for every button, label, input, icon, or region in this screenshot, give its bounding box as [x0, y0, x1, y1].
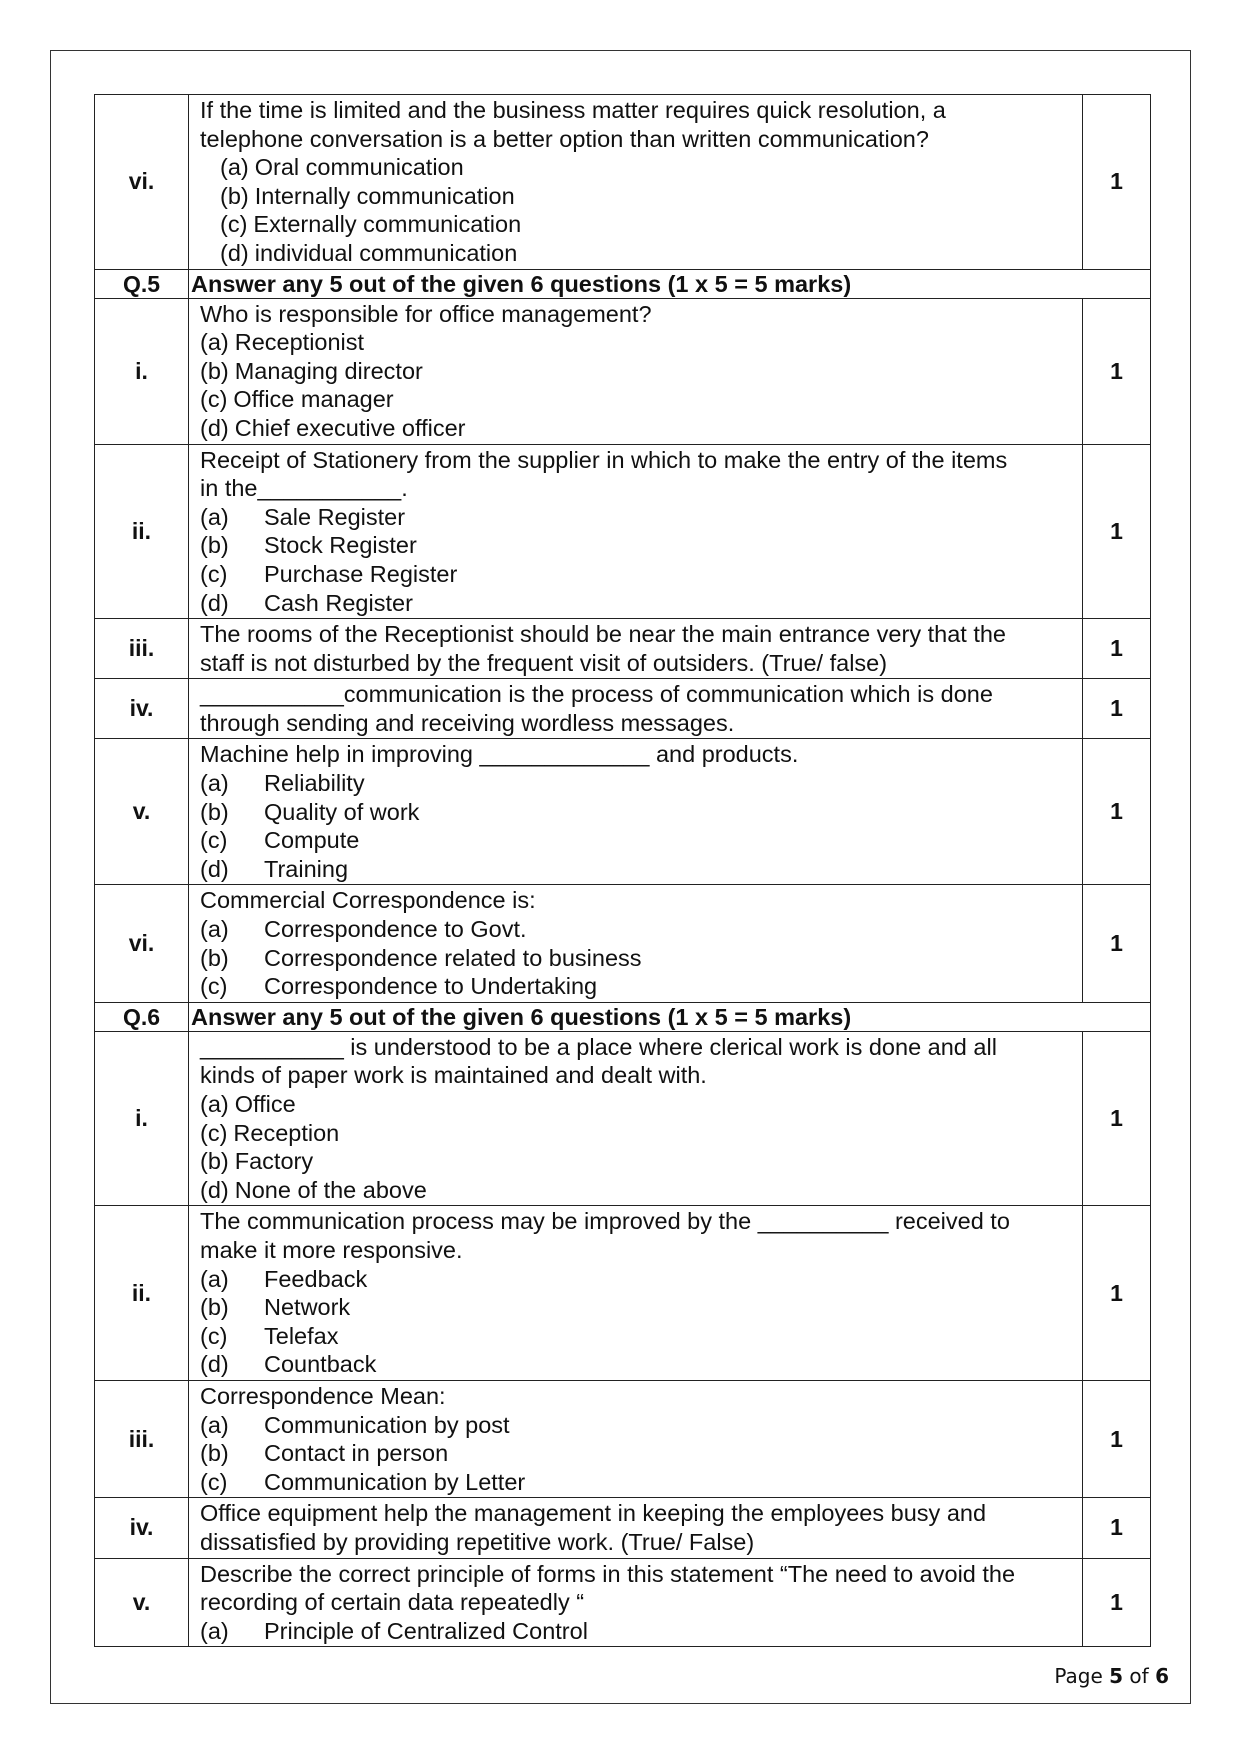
- question-table: [94, 94, 1151, 1647]
- footer-page-total: 6: [1155, 1664, 1169, 1688]
- question-number: vi.: [95, 885, 189, 1002]
- question-marks: 1: [1083, 1498, 1151, 1558]
- question-text-line: The rooms of the Receptionist should be near the main entrance very that the: [200, 621, 1006, 648]
- section-instruction: Answer any 5 out of the given 6 questions (1 x 5 = 5 marks): [189, 269, 1151, 298]
- answer-option: [200, 972, 1072, 1001]
- question-text-line: Who is responsible for office management?: [200, 300, 652, 327]
- question-text-line: Describe the correct principle of forms in this statement “The need to avoid the: [200, 1560, 1016, 1587]
- option-label: (a): [200, 1265, 229, 1292]
- option-text: Office: [234, 1091, 296, 1117]
- answer-option: [200, 769, 1072, 798]
- question-marks: 1: [1083, 95, 1151, 270]
- section-header-row: [95, 1002, 1151, 1031]
- question-cell: [189, 885, 1083, 1002]
- option-label: (c): [200, 1468, 228, 1495]
- option-label: (d): [200, 855, 229, 882]
- question-row: [95, 1206, 1151, 1381]
- option-label: (c): [200, 973, 228, 1000]
- question-text-line: ___________communication is the process of communication which is done: [200, 681, 993, 708]
- option-label: (d): [200, 589, 229, 616]
- question-marks: 1: [1083, 679, 1151, 739]
- footer-prefix: Page: [1054, 1664, 1110, 1688]
- option-text: Receptionist: [234, 329, 365, 356]
- option-text: Principle of Centralized Control: [264, 1617, 588, 1644]
- question-row: [95, 885, 1151, 1002]
- answer-option: [200, 1147, 1072, 1176]
- question-marks: 1: [1083, 1206, 1151, 1381]
- question-cell: [189, 1031, 1083, 1206]
- answer-option: [200, 357, 1072, 386]
- option-text: Correspondence to Govt.: [264, 916, 527, 943]
- question-text-line: recording of certain data repeatedly “: [200, 1589, 585, 1616]
- option-text: Communication by Letter: [264, 1468, 526, 1495]
- option-text: Reliability: [264, 770, 365, 797]
- option-label: (c): [200, 1322, 228, 1349]
- question-marks: 1: [1083, 1031, 1151, 1206]
- option-label: (b): [220, 182, 249, 209]
- question-text-line: If the time is limited and the business matter requires quick resolution, a: [200, 97, 946, 123]
- answer-option: [200, 855, 1072, 884]
- option-label: (b): [200, 944, 229, 971]
- question-row: [95, 679, 1151, 739]
- answer-option: [200, 1350, 1072, 1379]
- answer-option: [200, 798, 1072, 827]
- option-text: Telefax: [264, 1322, 339, 1349]
- section-instruction: Answer any 5 out of the given 6 questions (1 x 5 = 5 marks): [189, 1002, 1151, 1031]
- answer-option: [200, 589, 1072, 618]
- question-number: i.: [95, 298, 189, 444]
- question-row: [95, 298, 1151, 444]
- option-label: (a): [200, 770, 229, 797]
- option-label: (c): [200, 1119, 228, 1146]
- option-label: (c): [200, 386, 228, 413]
- question-marks: 1: [1083, 739, 1151, 885]
- footer-middle: of: [1123, 1664, 1156, 1688]
- answer-option: [200, 210, 1072, 239]
- question-number: ii.: [95, 444, 189, 619]
- option-text: Cash Register: [264, 589, 413, 616]
- option-label: (a): [200, 329, 229, 356]
- option-text: Chief executive officer: [234, 414, 466, 441]
- question-table-body: [95, 95, 1151, 1647]
- answer-option: [200, 560, 1072, 589]
- answer-option: [200, 1265, 1072, 1294]
- question-row: [95, 1031, 1151, 1206]
- question-cell: [189, 1498, 1083, 1558]
- page-footer: [1054, 1664, 1169, 1688]
- question-cell: [189, 739, 1083, 885]
- option-label: (a): [200, 1091, 229, 1117]
- question-text-line: through sending and receiving wordless messages.: [200, 709, 735, 736]
- question-row: [95, 444, 1151, 619]
- question-cell: [189, 619, 1083, 679]
- question-cell: [189, 679, 1083, 739]
- option-text: individual communication: [254, 239, 518, 266]
- question-number: ii.: [95, 1206, 189, 1381]
- option-text: Feedback: [264, 1265, 368, 1292]
- question-row: [95, 1380, 1151, 1497]
- question-cell: [189, 1558, 1083, 1647]
- option-text: Reception: [233, 1119, 340, 1146]
- answer-option: [200, 385, 1072, 414]
- question-text-line: telephone conversation is a better option than written communication?: [200, 125, 929, 152]
- option-text: Internally communication: [254, 182, 515, 209]
- question-text-line: staff is not disturbed by the frequent visit of outsiders. (True/ false): [200, 649, 888, 676]
- answer-option: [200, 1439, 1072, 1468]
- answer-option: [200, 1090, 1072, 1119]
- question-number: vi.: [95, 95, 189, 270]
- answer-option: [200, 1293, 1072, 1322]
- answer-option: [200, 414, 1072, 443]
- answer-option: [200, 531, 1072, 560]
- answer-option: [200, 503, 1072, 532]
- answer-option: [200, 1322, 1072, 1351]
- question-marks: 1: [1083, 444, 1151, 619]
- answer-option: [200, 1411, 1072, 1440]
- question-text-line: The communication process may be improved by the __________ received to: [200, 1208, 1010, 1235]
- option-label: (a): [200, 1617, 229, 1644]
- option-text: Communication by post: [264, 1411, 510, 1438]
- option-text: Office manager: [233, 386, 394, 413]
- answer-option: [200, 944, 1072, 973]
- option-label: (b): [200, 798, 229, 825]
- option-text: Stock Register: [264, 532, 417, 559]
- option-text: Managing director: [234, 357, 423, 384]
- option-text: Contact in person: [264, 1440, 449, 1467]
- option-text: Externally communication: [253, 211, 522, 238]
- question-marks: 1: [1083, 298, 1151, 444]
- section-number: Q.5: [95, 269, 189, 298]
- option-text: None of the above: [234, 1176, 427, 1203]
- question-number: iv.: [95, 679, 189, 739]
- option-label: (c): [200, 827, 228, 854]
- option-label: (b): [200, 1148, 229, 1175]
- question-cell: [189, 1380, 1083, 1497]
- section-header-row: [95, 269, 1151, 298]
- question-text-line: Office equipment help the management in keeping the employees busy and: [200, 1500, 987, 1527]
- option-text: Sale Register: [264, 503, 406, 530]
- answer-option: [200, 826, 1072, 855]
- question-row: [95, 1498, 1151, 1558]
- question-marks: 1: [1083, 1558, 1151, 1647]
- question-marks: 1: [1083, 619, 1151, 679]
- question-row: [95, 1558, 1151, 1647]
- question-text-line: dissatisfied by providing repetitive work. (True/ False): [200, 1528, 755, 1555]
- section-number: Q.6: [95, 1002, 189, 1031]
- question-number: iii.: [95, 1380, 189, 1497]
- option-label: (d): [200, 1351, 229, 1378]
- answer-option: [200, 1176, 1072, 1205]
- question-row: [95, 619, 1151, 679]
- option-label: (b): [200, 532, 229, 559]
- option-label: (d): [220, 239, 249, 266]
- question-cell: [189, 95, 1083, 270]
- question-row: [95, 739, 1151, 885]
- question-text-line: Correspondence Mean:: [200, 1382, 446, 1409]
- answer-option: [200, 1468, 1072, 1497]
- option-label: (b): [200, 1440, 229, 1467]
- option-text: Training: [264, 855, 349, 882]
- question-cell: [189, 1206, 1083, 1381]
- question-marks: 1: [1083, 1380, 1151, 1497]
- option-text: Compute: [264, 827, 360, 854]
- option-text: Correspondence to Undertaking: [264, 973, 598, 1000]
- question-marks: 1: [1083, 885, 1151, 1002]
- question-text-line: in the___________.: [200, 475, 408, 502]
- question-text-line: ___________ is understood to be a place where clerical work is done and all: [200, 1033, 997, 1060]
- footer-page-number: 5: [1109, 1664, 1124, 1688]
- option-text: Quality of work: [264, 798, 420, 825]
- option-label: (a): [200, 916, 229, 943]
- option-label: (d): [200, 1176, 229, 1203]
- answer-option: [200, 328, 1072, 357]
- question-text-line: Receipt of Stationery from the supplier in which to make the entry of the items: [200, 446, 1008, 473]
- option-label: (c): [200, 560, 228, 587]
- option-text: Factory: [234, 1148, 314, 1175]
- question-cell: [189, 444, 1083, 619]
- option-label: (a): [200, 1411, 229, 1438]
- answer-option: [200, 239, 1072, 268]
- question-number: iv.: [95, 1498, 189, 1558]
- option-label: (c): [220, 211, 248, 238]
- question-number: v.: [95, 1558, 189, 1647]
- answer-option: [200, 182, 1072, 211]
- question-number: i.: [95, 1031, 189, 1206]
- question-text-line: Machine help in improving _____________ and products.: [200, 741, 799, 768]
- question-row: [95, 95, 1151, 270]
- question-number: iii.: [95, 619, 189, 679]
- option-label: (a): [220, 154, 249, 181]
- answer-option: [200, 1119, 1072, 1148]
- answer-option: [200, 915, 1072, 944]
- question-cell: [189, 298, 1083, 444]
- option-label: (b): [200, 357, 229, 384]
- answer-option: [200, 1617, 1072, 1646]
- question-number: v.: [95, 739, 189, 885]
- answer-option: [200, 153, 1072, 182]
- option-text: Oral communication: [254, 154, 464, 181]
- question-text-line: kinds of paper work is maintained and dealt with.: [200, 1062, 707, 1089]
- option-label: (b): [200, 1294, 229, 1321]
- option-text: Correspondence related to business: [264, 944, 642, 971]
- option-text: Network: [264, 1294, 351, 1321]
- option-label: (d): [200, 414, 229, 441]
- option-label: (a): [200, 503, 229, 530]
- option-text: Countback: [264, 1351, 377, 1378]
- question-text-line: Commercial Correspondence is:: [200, 887, 536, 914]
- question-text-line: make it more responsive.: [200, 1236, 463, 1263]
- option-text: Purchase Register: [264, 560, 458, 587]
